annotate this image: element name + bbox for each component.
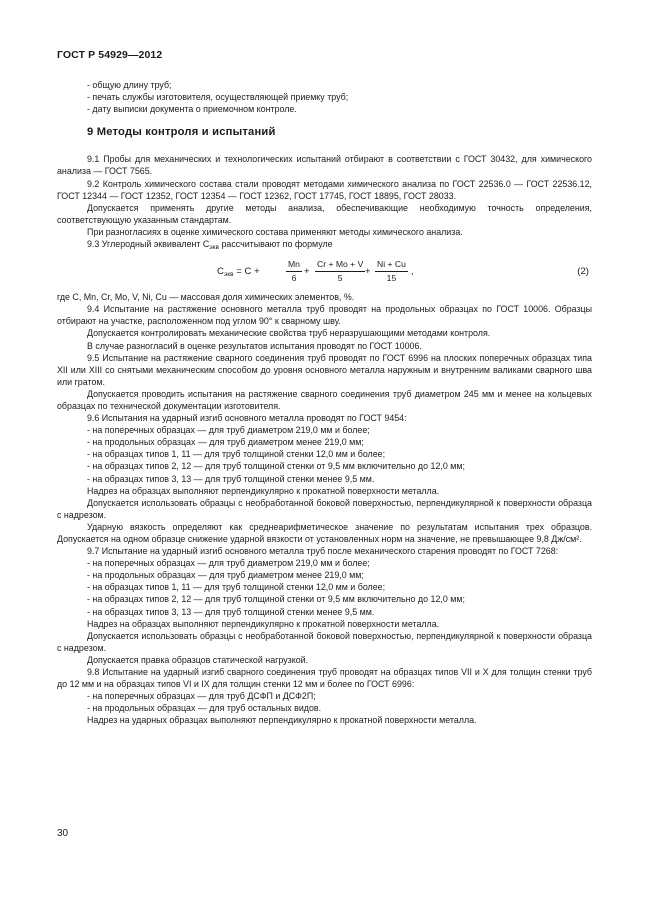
list-item: - на образцах типов 2, 12 — для труб толщиной стенки от 9,5 мм включительно до 12,0 мм;: [87, 594, 465, 605]
fraction-cr-mo-v: [315, 259, 365, 284]
equation-number: (2): [577, 266, 589, 278]
fraction-denominator: 5: [337, 273, 343, 284]
formula-equals: = C +: [236, 266, 260, 278]
list-item: - на образцах типов 1, 11 — для труб толщиной стенки 12,0 мм и более;: [87, 582, 386, 593]
formula-lhs: [217, 266, 260, 281]
fraction-numerator: Mn: [286, 259, 302, 272]
paragraph: Надрез на ударных образцах выполняют перпендикулярно к прокатной поверхности металла.: [87, 715, 477, 726]
paragraph: Допускается использовать образцы с необработанной боковой поверхностью, перпендикулярной к поверхности образца с надрезом.: [57, 497, 592, 520]
list-item: - общую длину труб;: [87, 80, 172, 90]
paragraph: Надрез на образцах выполняют перпендикулярно к прокатной поверхности металла.: [87, 618, 440, 629]
paragraph: 9.1 Пробы для механических и технологических испытаний отбирают в соответствии с ГОСТ 30432, для химического анализа — ГОСТ 7565.: [57, 154, 592, 177]
subscript: экв: [209, 244, 219, 252]
paragraph: 9.2 Контроль химического состава стали проводят методами химического анализа по ГОСТ 22536.0 — ГОСТ 22536.12, ГОСТ 12344 — ГОСТ 12352, ГОСТ 12354 — ГОСТ 12362, ГОСТ 17745, ГОСТ 18895, ГОСТ 28033.: [57, 178, 592, 201]
paragraph: Ударную вязкость определяют как среднеарифметическое значение по результатам испытания трех образцов. Допускается на одном образце снижение ударной вязкости от установленных норм на значение, не превышающее 9,8 Дж/см².: [57, 521, 592, 544]
list-item: - на продольных образцах — для труб остальных видов.: [87, 703, 322, 714]
carbon-equivalent-formula: [57, 255, 592, 289]
standard-header: ГОСТ Р 54929—2012: [57, 49, 163, 61]
fraction-mn: [286, 259, 302, 284]
list-item: - на поперечных образцах — для труб диаметром 219,0 мм и более;: [87, 558, 370, 569]
list-item: - печать службы изготовителя, осуществляющей приемку труб;: [87, 92, 349, 103]
paragraph: 9.5 Испытание на растяжение сварного соединения труб проводят по ГОСТ 6996 на плоских поперечных образцах типа XII или XIII со снятыми механическим способом до уровня основного металла наружным и внутренним валиками сварного шва или гратом.: [57, 352, 592, 387]
list-item: - на образцах типов 2, 12 — для труб толщиной стенки от 9,5 мм включительно до 12,0 мм;: [87, 461, 465, 472]
paragraph: Допускается применять другие методы анализа, обеспечивающие необходимую точность определения, соответствующую указанным стандартам.: [57, 202, 592, 225]
paragraph: Допускается правка образцов статической нагрузкой.: [87, 654, 309, 665]
list-item: - на продольных образцах — для труб диаметром менее 219,0 мм;: [87, 437, 364, 448]
intro-list: [57, 79, 592, 115]
list-item: - на поперечных образцах — для труб ДСФП и ДСФ2П;: [87, 691, 316, 702]
list-item: - на образцах типов 1, 11 — для труб толщиной стенки 12,0 мм и более;: [87, 449, 386, 460]
paragraph: Допускается использовать образцы с необработанной боковой поверхностью, перпендикулярной к поверхности образца с надрезом.: [57, 630, 592, 653]
list-item: - на продольных образцах — для труб диаметром менее 219,0 мм;: [87, 570, 364, 581]
fraction-numerator: Ni + Cu: [375, 259, 408, 272]
paragraph-9-3: [57, 238, 592, 254]
fraction-numerator: Cr + Mo + V: [315, 259, 365, 272]
section-paragraphs-continued: [57, 291, 592, 726]
plus-sign: +: [365, 266, 371, 278]
paragraph: 9.6 Испытания на ударный изгиб основного металла проводят по ГОСТ 9454:: [87, 413, 407, 424]
paragraph: Надрез на образцах выполняют перпендикулярно к прокатной поверхности металла.: [87, 485, 440, 496]
list-item: - на образцах типов 3, 13 — для труб толщиной стенки менее 9,5 мм.: [87, 606, 375, 617]
section-title: 9 Методы контроля и испытаний: [87, 126, 276, 139]
fraction-denominator: 6: [291, 273, 297, 284]
fraction-denominator: 15: [386, 273, 397, 284]
fraction-ni-cu: [375, 259, 408, 284]
list-item: - дату выписки документа о приемочном контроле.: [87, 104, 297, 115]
text: 9.3 Углеродный эквивалент C: [87, 239, 210, 250]
list-item: - на образцах типов 3, 13 — для труб толщиной стенки менее 9,5 мм.: [87, 473, 375, 484]
page-number: 30: [57, 828, 69, 839]
paragraph: При разногласиях в оценке химического состава применяют методы химического анализа.: [87, 226, 463, 237]
section-paragraphs: [57, 153, 592, 254]
paragraph: 9.8 Испытание на ударный изгиб сварного соединения труб проводят на образцах типов VII и X для толщин стенки труб до 12 мм и на образцах типов VI и IX для толщин стенки 12 мм и более по ГОСТ 6996:: [57, 667, 592, 690]
plus-sign: +: [304, 266, 310, 278]
page-content: [57, 79, 592, 727]
paragraph: где C, Mn, Cr, Mo, V, Ni, Cu — массовая доля химических элементов, %.: [57, 292, 355, 303]
formula-symbol: C: [217, 266, 224, 278]
paragraph: Допускается контролировать механические свойства труб неразрушающими методами контроля.: [87, 328, 491, 339]
formula-comma: ,: [411, 266, 414, 278]
paragraph: Допускается проводить испытания на растяжение сварного соединения труб диаметром 245 мм и менее на кольцевых образцах по технической документации изготовителя.: [57, 388, 592, 411]
formula-subscript: экв: [223, 271, 234, 279]
paragraph: 9.4 Испытание на растяжение основного металла труб проводят на продольных образцах по ГОСТ 10006. Образцы отбирают на участке, расположенном под углом 90° к сварному шву.: [57, 304, 592, 327]
text: рассчитывают по формуле: [218, 239, 333, 250]
paragraph: 9.7 Испытание на ударный изгиб основного металла труб после механического старения проводят по ГОСТ 7268:: [87, 546, 559, 557]
paragraph: В случае разногласий в оценке результатов испытания проводят по ГОСТ 10006.: [87, 340, 422, 351]
list-item: - на поперечных образцах — для труб диаметром 219,0 мм и более;: [87, 425, 370, 436]
